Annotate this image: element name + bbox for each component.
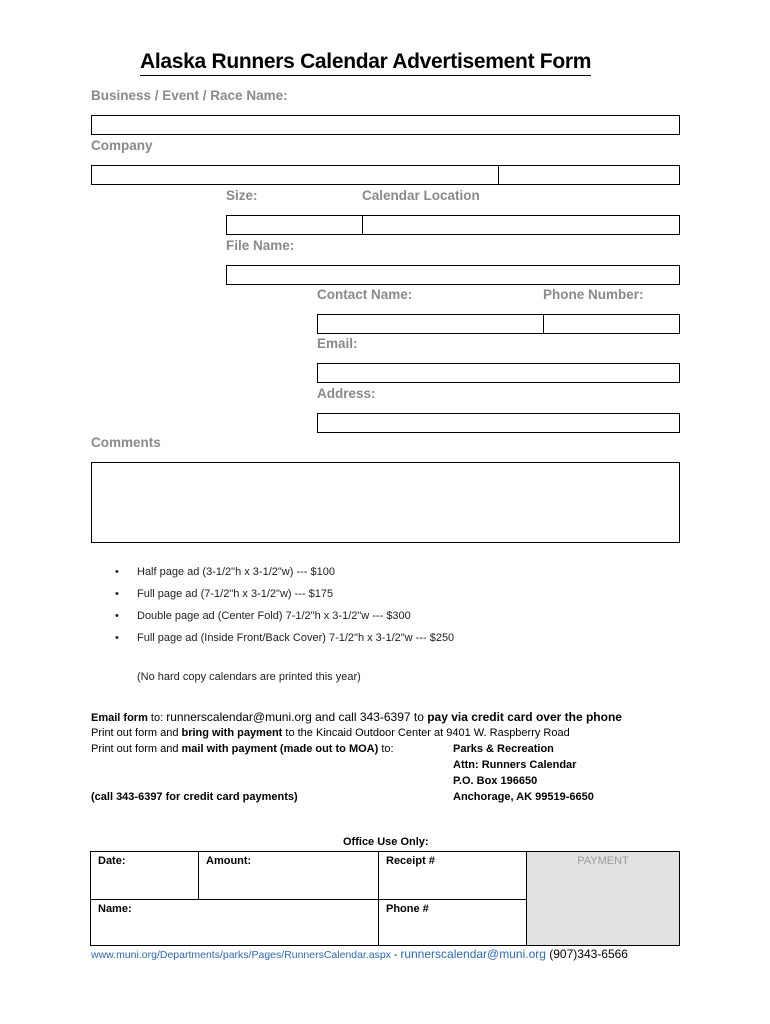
business-name-label: Business / Event / Race Name: (91, 88, 288, 103)
comments-label: Comments (91, 435, 161, 450)
footer-phone: (907)343-6566 (545, 947, 628, 961)
no-hard-copy-note: (No hard copy calendars are printed this year) (137, 671, 361, 683)
bullet-icon: • (115, 566, 119, 578)
mailing-address: Parks & Recreation Attn: Runners Calendar P.O. Box 196650 Anchorage, AK 99519-6650 (453, 743, 594, 803)
list-item: • Full page ad (7-1/2"h x 3-1/2"w) --- $175 (115, 588, 334, 600)
office-use-heading: Office Use Only: (343, 836, 429, 848)
credit-card-note: (call 343-6397 for credit card payments) (91, 791, 298, 803)
email-field[interactable] (317, 363, 680, 383)
mail-instruction: Print out form and mail with payment (made out to MOA) to: (91, 743, 394, 755)
list-item: • Double page ad (Center Fold) 7-1/2"h x 3-1/2"w --- $300 (115, 610, 411, 622)
calendar-location-label: Calendar Location (362, 188, 480, 203)
office-date-cell: Date: (91, 852, 199, 900)
bullet-icon: • (115, 588, 119, 600)
bring-instruction: Print out form and bring with payment to the Kincaid Outdoor Center at 9401 W. Raspberry Road (91, 727, 570, 739)
email-link[interactable]: runnerscalendar@muni.org (166, 710, 312, 724)
size-field[interactable] (226, 215, 363, 235)
footer-url-link[interactable]: www.muni.org/Departments/parks/Pages/RunnersCalendar.aspx (91, 949, 391, 961)
business-name-field[interactable] (91, 115, 680, 135)
office-amount-cell: Amount: (199, 852, 379, 900)
office-receipt-cell: Receipt # (379, 852, 527, 900)
list-item: • Full page ad (Inside Front/Back Cover) 7-1/2"h x 3-1/2"w --- $250 (115, 632, 455, 644)
page-title: Alaska Runners Calendar Advertisement Form (140, 50, 591, 76)
office-name-cell: Name: (91, 900, 379, 945)
office-phone-cell: Phone # (379, 900, 527, 945)
company-extra-field[interactable] (498, 165, 680, 185)
file-name-label: File Name: (226, 238, 295, 253)
phone-number-label: Phone Number: (543, 287, 644, 302)
footer: www.muni.org/Departments/parks/Pages/RunnersCalendar.aspx - runnerscalendar@muni.org (907)343-6566 (91, 947, 628, 961)
company-field[interactable] (91, 165, 499, 185)
company-label: Company (91, 138, 153, 153)
list-item: • Half page ad (3-1/2"h x 3-1/2"w) --- $100 (115, 566, 335, 578)
ad-options-list (115, 565, 454, 653)
size-label: Size: (226, 188, 258, 203)
address-label: Address: (317, 386, 376, 401)
file-name-field[interactable] (226, 265, 680, 285)
contact-name-label: Contact Name: (317, 287, 413, 302)
footer-email-link[interactable]: runnerscalendar@muni.org (400, 947, 546, 961)
email-label: Email: (317, 336, 358, 351)
bullet-icon: • (115, 610, 119, 622)
email-instruction: Email form to: runnerscalendar@muni.org and call 343-6397 to pay via credit card over the phone (91, 710, 622, 724)
comments-field[interactable] (91, 462, 680, 543)
phone-number-field[interactable] (543, 314, 680, 334)
calendar-location-field[interactable] (362, 215, 680, 235)
bullet-icon: • (115, 632, 119, 644)
address-field[interactable] (317, 413, 680, 433)
office-use-table (90, 851, 680, 946)
contact-name-field[interactable] (317, 314, 544, 334)
office-payment-cell: PAYMENT (527, 852, 679, 945)
